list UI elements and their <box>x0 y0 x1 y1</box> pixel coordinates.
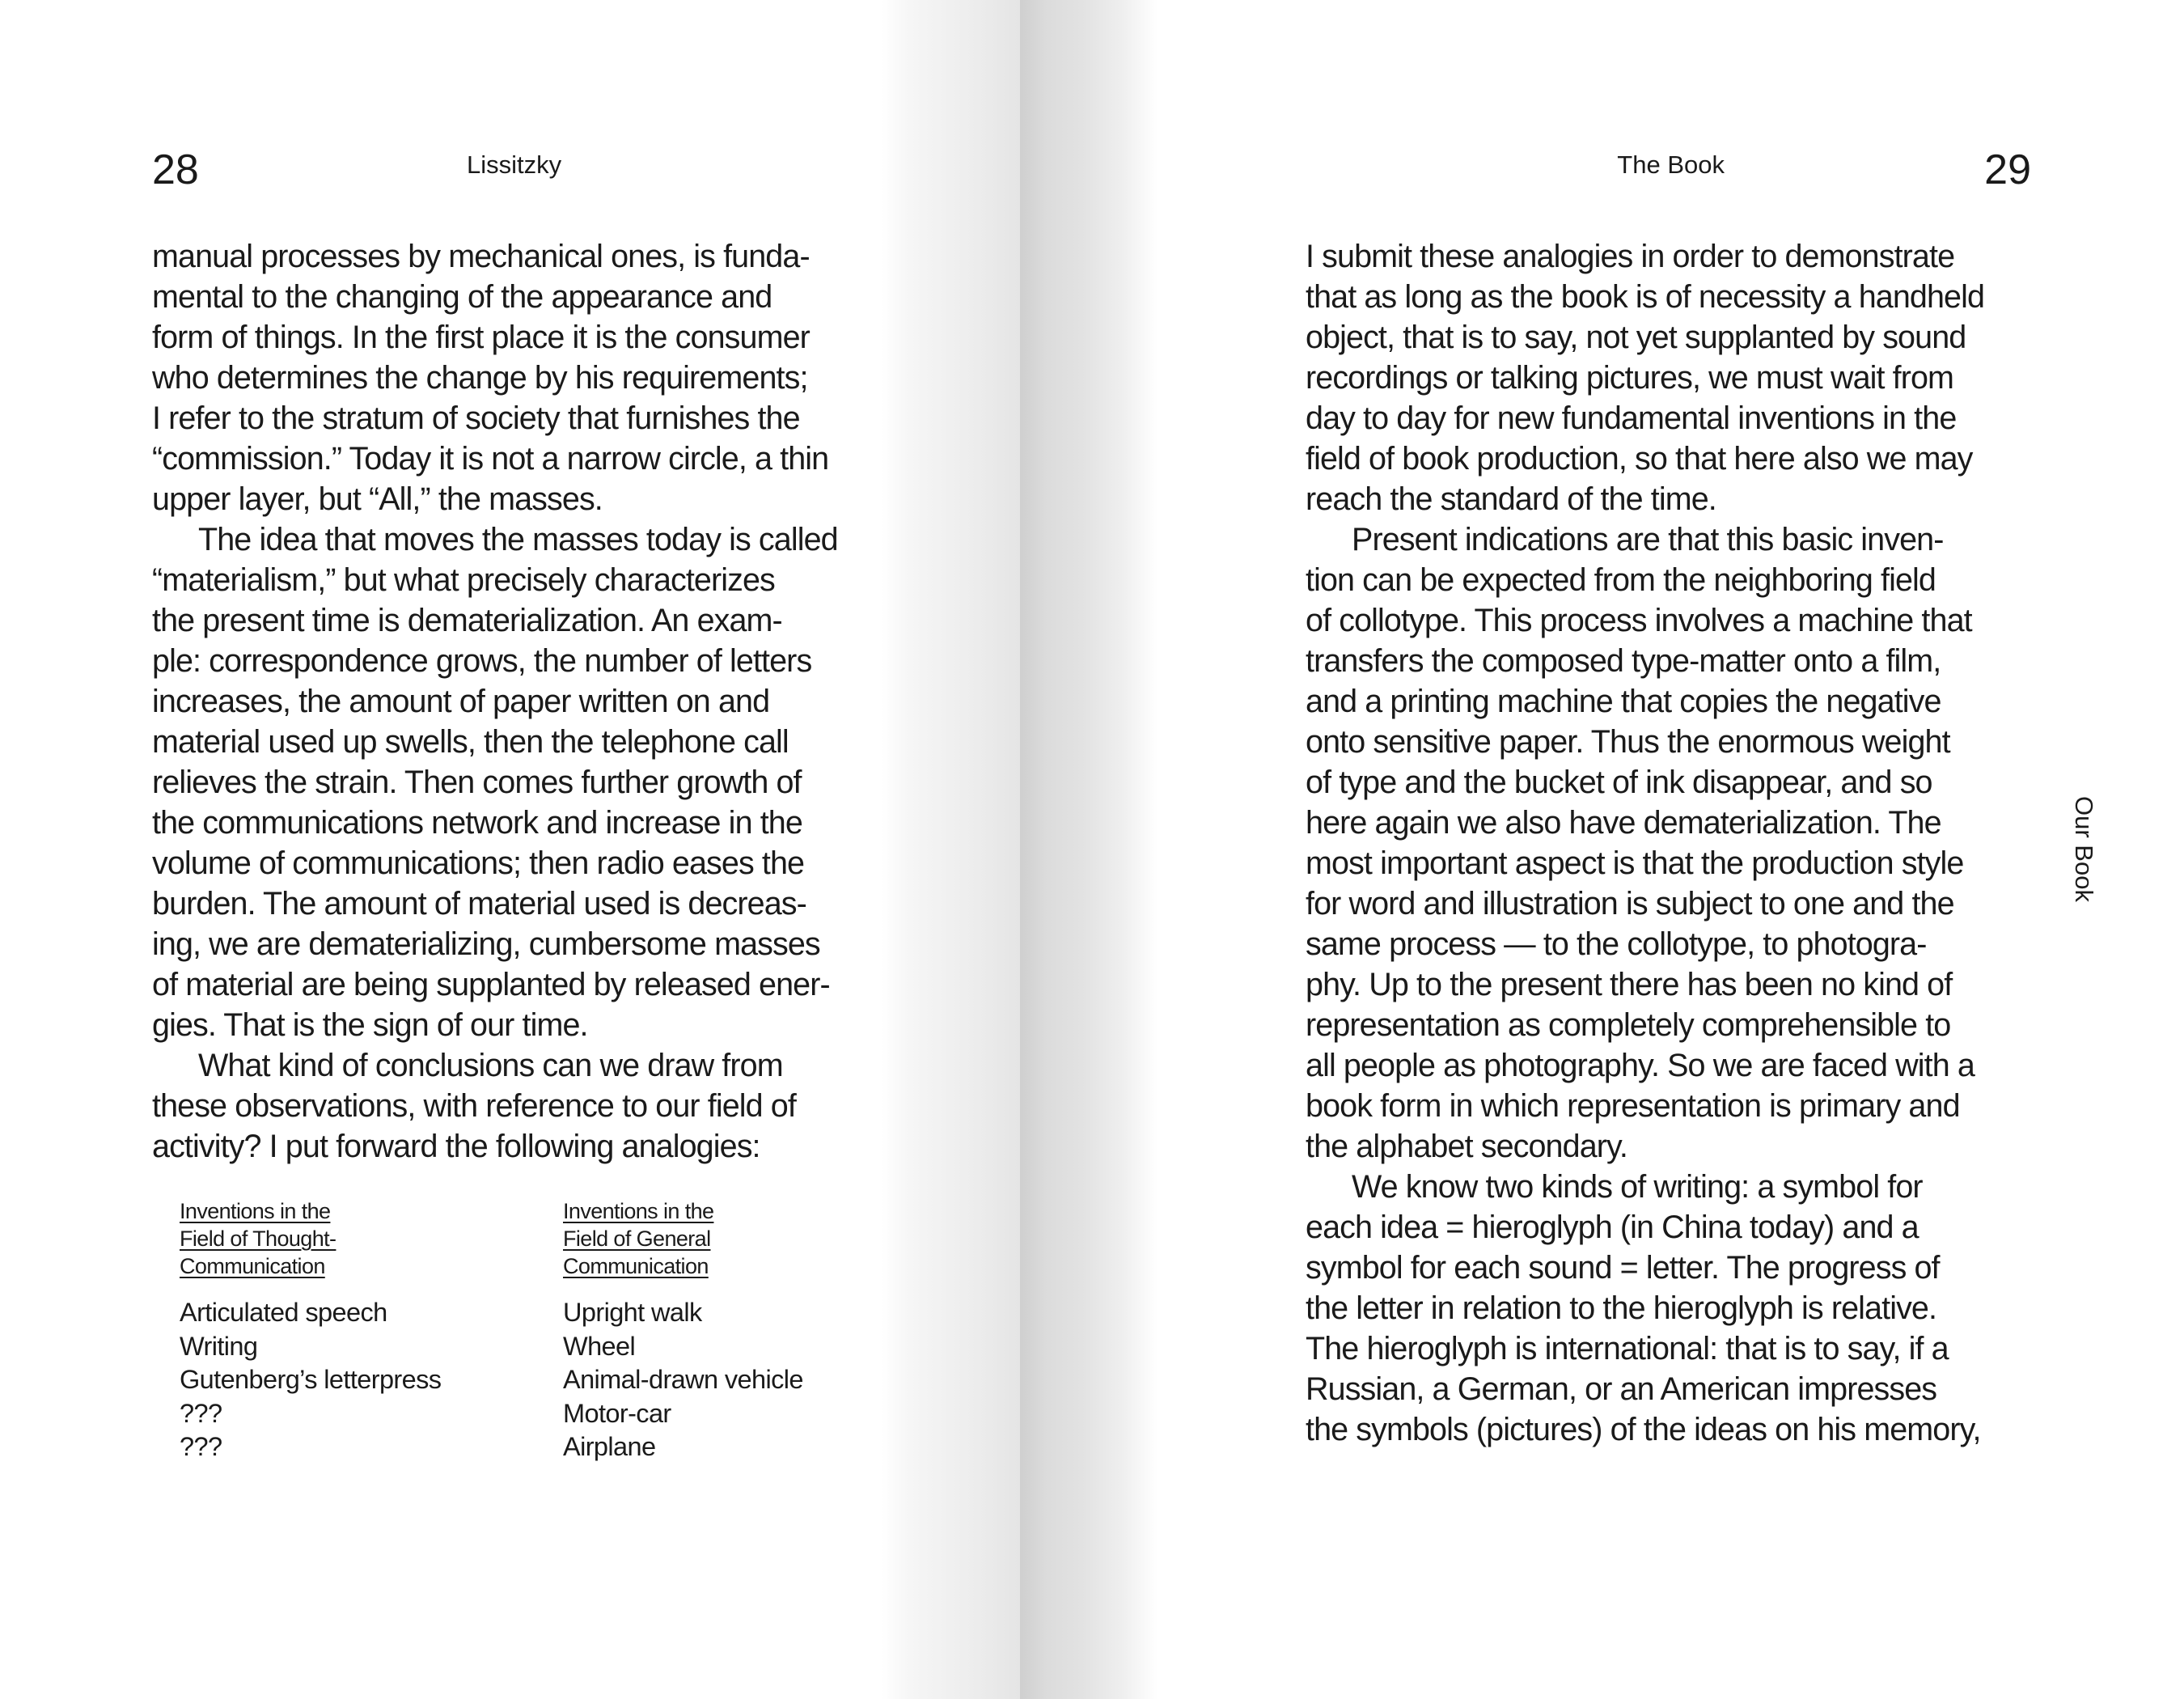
analogy-item: Animal-drawn vehicle <box>563 1365 803 1394</box>
text-line: phy. Up to the present there has been no kind of <box>1306 967 1953 1002</box>
text-line: Present indications are that this basic inven- <box>1352 522 1944 557</box>
text-line: day to day for new fundamental inventions in the <box>1306 400 1957 436</box>
text-line: burden. The amount of material used is decreas- <box>152 886 806 922</box>
text-line: gies. That is the sign of our time. <box>152 1007 588 1043</box>
text-line: book form in which representation is primary and <box>1306 1088 1960 1124</box>
text-line: object, that is to say, not yet supplanted by sound <box>1306 320 1966 355</box>
text-line: manual processes by mechanical ones, is funda- <box>152 239 810 274</box>
text-line: Russian, a German, or an American impresses <box>1306 1371 1937 1407</box>
column-items <box>180 1296 441 1464</box>
text-line: I refer to the stratum of society that furnishes the <box>152 400 800 436</box>
analogy-item: Articulated speech <box>180 1298 387 1327</box>
left-page-body-text <box>152 236 838 1167</box>
analogy-column-general-communication <box>563 1197 803 1464</box>
text-line: for word and illustration is subject to one and the <box>1306 886 1954 922</box>
analogy-item: ??? <box>180 1432 222 1461</box>
analogy-column-thought-communication <box>180 1197 441 1464</box>
text-line: all people as photography. So we are faced with a <box>1306 1048 1974 1083</box>
column-header-line: Communication <box>563 1254 709 1278</box>
text-line: What kind of conclusions can we draw from <box>198 1048 783 1083</box>
column-header-line: Field of Thought- <box>180 1227 336 1251</box>
text-line: the communications network and increase in the <box>152 805 802 841</box>
analogy-item: Upright walk <box>563 1298 702 1327</box>
text-line: “materialism,” but what precisely characterizes <box>152 562 775 598</box>
text-line: ple: correspondence grows, the number of letters <box>152 643 812 679</box>
text-line: volume of communications; then radio eases the <box>152 845 805 881</box>
page-number-right: 29 <box>1984 146 2031 193</box>
text-line: the letter in relation to the hieroglyph is relative. <box>1306 1290 1937 1326</box>
text-line: here again we also have dematerialization. The <box>1306 805 1941 841</box>
text-line: transfers the composed type-matter onto a film, <box>1306 643 1941 679</box>
text-line: the present time is dematerialization. An exam- <box>152 603 782 638</box>
text-line: field of book production, so that here also we may <box>1306 441 1973 477</box>
text-line: representation as completely comprehensible to <box>1306 1007 1951 1043</box>
text-line: of material are being supplanted by released ener- <box>152 967 830 1002</box>
text-line: most important aspect is that the production style <box>1306 845 1964 881</box>
text-line: The hieroglyph is international: that is to say, if a <box>1306 1331 1949 1366</box>
text-line: that as long as the book is of necessity a handheld <box>1306 279 1985 315</box>
text-line: these observations, with reference to our field of <box>152 1088 796 1124</box>
text-line: mental to the changing of the appearance and <box>152 279 772 315</box>
text-line: increases, the amount of paper written on and <box>152 684 770 719</box>
column-header <box>563 1197 803 1280</box>
column-header-line: Inventions in the <box>563 1199 714 1223</box>
text-line: The idea that moves the masses today is called <box>198 522 838 557</box>
running-head-left: Lissitzky <box>467 150 562 179</box>
analogy-item: Wheel <box>563 1331 636 1361</box>
analogy-item: ??? <box>180 1398 222 1428</box>
book-gutter-shadow-right <box>1020 0 1158 1699</box>
text-line: upper layer, but “All,” the masses. <box>152 481 603 517</box>
text-line: onto sensitive paper. Thus the enormous weight <box>1306 724 1950 760</box>
text-line: form of things. In the first place it is the consumer <box>152 320 810 355</box>
page-number-left: 28 <box>152 146 199 193</box>
text-line: “commission.” Today it is not a narrow circle, a thin <box>152 441 829 477</box>
text-line: of collotype. This process involves a machine that <box>1306 603 1972 638</box>
text-line: the alphabet secondary. <box>1306 1129 1628 1164</box>
column-header-line: Inventions in the <box>180 1199 331 1223</box>
text-line: same process — to the collotype, to photogra- <box>1306 926 1927 962</box>
analogy-item: Gutenberg’s letterpress <box>180 1365 442 1394</box>
running-head-right: The Book <box>1617 150 1725 179</box>
analogy-item: Motor-car <box>563 1398 671 1428</box>
column-header-line: Field of General <box>563 1227 711 1251</box>
text-line: relieves the strain. Then comes further growth of <box>152 765 802 800</box>
right-page-body-text <box>1306 236 1984 1450</box>
column-header <box>180 1197 441 1280</box>
analogy-item: Writing <box>180 1331 258 1361</box>
text-line: each idea = hieroglyph (in China today) and a <box>1306 1210 1919 1245</box>
text-line: the symbols (pictures) of the ideas on his memory, <box>1306 1412 1981 1447</box>
text-line: who determines the change by his requirements; <box>152 360 808 396</box>
column-items <box>563 1296 803 1464</box>
text-line: material used up swells, then the telephone call <box>152 724 789 760</box>
text-line: We know two kinds of writing: a symbol for <box>1352 1169 1923 1205</box>
section-side-tab: Our Book <box>2070 796 2098 902</box>
column-header-line: Communication <box>180 1254 325 1278</box>
text-line: activity? I put forward the following analogies: <box>152 1129 760 1164</box>
text-line: of type and the bucket of ink disappear, and so <box>1306 765 1932 800</box>
text-line: and a printing machine that copies the negative <box>1306 684 1941 719</box>
text-line: I submit these analogies in order to demonstrate <box>1306 239 1955 274</box>
text-line: recordings or talking pictures, we must wait from <box>1306 360 1954 396</box>
text-line: reach the standard of the time. <box>1306 481 1716 517</box>
text-line: tion can be expected from the neighboring field <box>1306 562 1936 598</box>
text-line: symbol for each sound = letter. The progress of <box>1306 1250 1940 1286</box>
analogy-item: Airplane <box>563 1432 656 1461</box>
text-line: ing, we are dematerializing, cumbersome masses <box>152 926 820 962</box>
